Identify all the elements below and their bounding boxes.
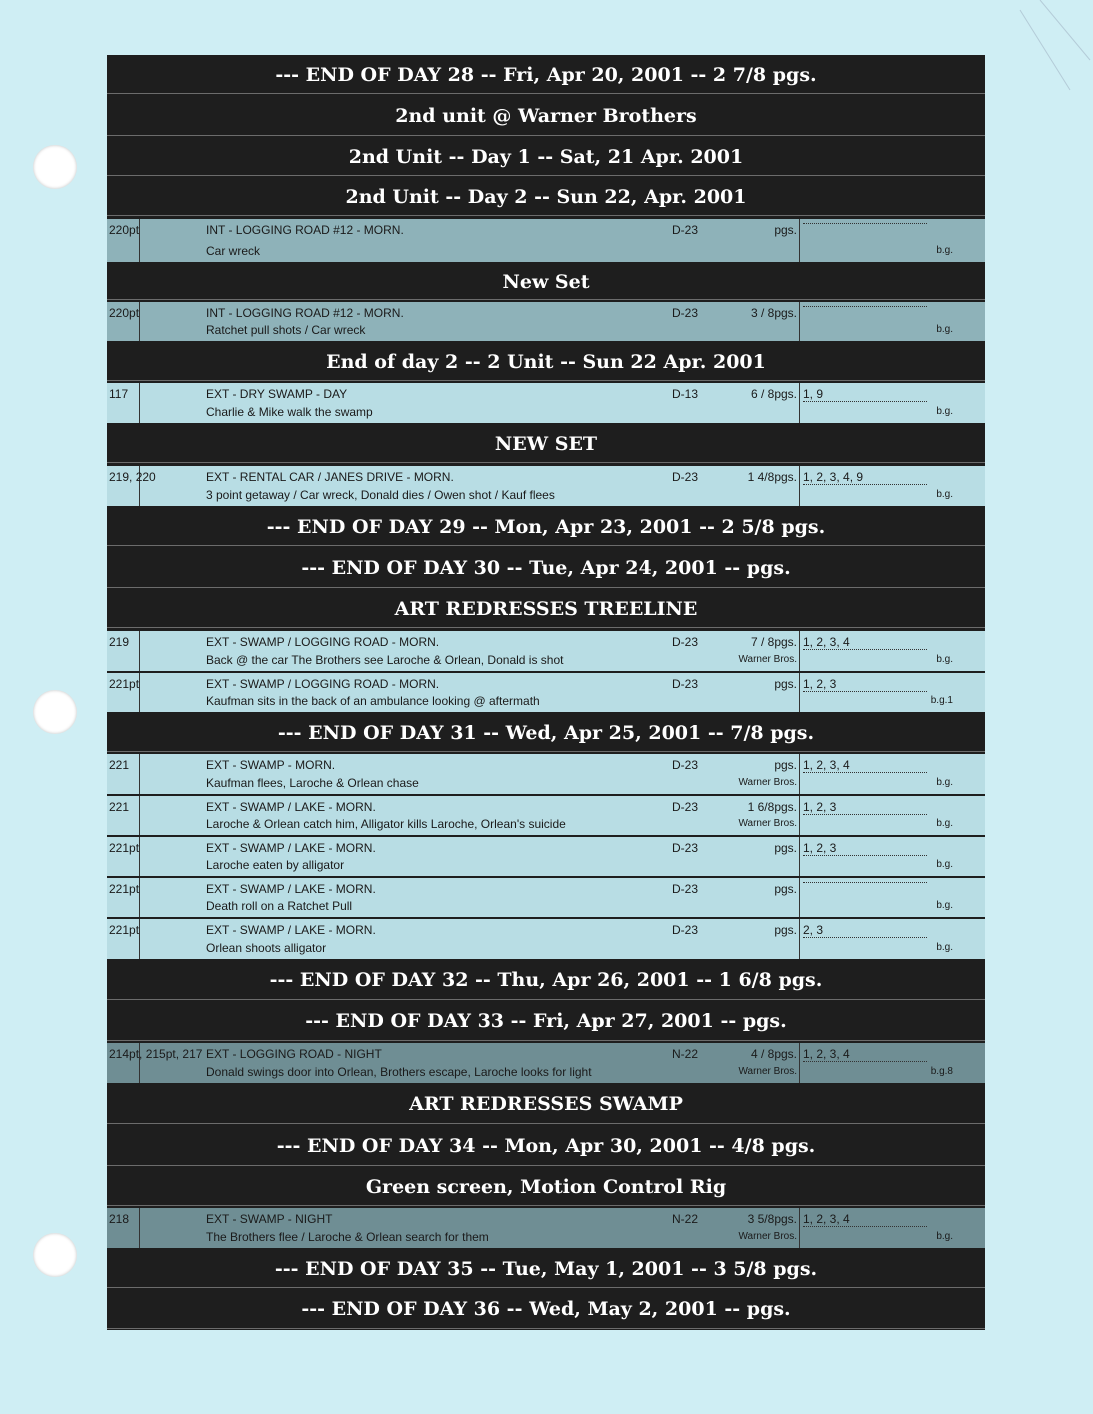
scene-number: 214pt, 215pt, 217 [109,1047,203,1061]
schedule-banner: End of day 2 -- 2 Unit -- Sun 22 Apr. 2001 [107,342,985,382]
scene-description: Kaufman flees, Laroche & Orlean chase [206,776,419,790]
background-code: b.g. [936,777,953,788]
scene-heading: EXT - LOGGING ROAD - NIGHT [206,1047,382,1061]
binder-hole-bottom [33,1233,77,1277]
scene-number: 221 [109,758,130,772]
page-count: 7 / 8pgs. [750,635,797,649]
scene-number: 220pt [109,306,140,320]
scene-description: Death roll on a Ratchet Pull [206,899,353,913]
strip-divider [799,631,800,671]
schedule-banner: --- END OF DAY 30 -- Tue, Apr 24, 2001 -- pgs. [107,547,985,589]
schedule-banner: --- END OF DAY 34 -- Mon, Apr 30, 2001 -- 4/8 pgs. [107,1125,985,1167]
cast-ids: 1, 2, 3, 4, 9 [803,470,927,485]
page-count: pgs. [774,882,797,896]
background-code: b.g. [936,1231,953,1242]
scene-heading: EXT - RENTAL CAR / JANES DRIVE - MORN. [206,470,454,484]
strip-divider [799,754,800,794]
background-code: b.g.8 [930,1066,953,1077]
page-count: pgs. [774,923,797,937]
scene-strip [107,219,985,262]
page-count: pgs. [774,677,797,691]
scene-strip [107,466,985,506]
strip-divider [799,837,800,876]
scene-heading: EXT - SWAMP / LAKE - MORN. [206,923,376,937]
day-night-code: D-23 [672,677,699,691]
strip-divider [799,796,800,835]
background-code: b.g. [936,818,953,829]
schedule-banner: Green screen, Motion Control Rig [107,1167,985,1207]
cast-ids: 1, 9 [803,387,927,402]
scene-description: 3 point getaway / Car wreck, Donald dies / Owen shot / Kauf flees [206,488,555,502]
scene-heading: EXT - SWAMP / LAKE - MORN. [206,841,376,855]
page-count: 3 5/8pgs. [747,1212,797,1226]
schedule-banner: 2nd Unit -- Day 2 -- Sun 22, Apr. 2001 [107,177,985,217]
scene-number: 219 [109,635,130,649]
page-count: pgs. [774,758,797,772]
schedule-banner: --- END OF DAY 28 -- Fri, Apr 20, 2001 -- 2 7/8 pgs. [107,55,985,95]
scene-strip [107,1208,985,1248]
cast-ids: 1, 2, 3 [803,800,927,815]
scan-corner-mark [1000,0,1093,120]
cast-ids: 1, 2, 3, 4 [803,1047,927,1062]
page-count: 6 / 8pgs. [750,387,797,401]
scene-strip [107,878,985,917]
background-code: b.g. [936,489,953,500]
day-night-code: D-23 [672,882,699,896]
scene-heading: EXT - DRY SWAMP - DAY [206,387,348,401]
schedule-banner: --- END OF DAY 32 -- Thu, Apr 26, 2001 -- 1 6/8 pgs. [107,960,985,1001]
schedule-banner: New Set [107,263,985,301]
scene-number: 221pt [109,841,140,855]
location-note: Warner Bros. [738,777,797,788]
scene-heading: INT - LOGGING ROAD #12 - MORN. [206,306,404,320]
background-code: b.g. [936,900,953,911]
scene-strip [107,302,985,341]
strip-divider [799,673,800,712]
page-count: 4 / 8pgs. [750,1047,797,1061]
scene-strip [107,754,985,794]
page-count: 1 4/8pgs. [747,470,797,484]
schedule-banner: NEW SET [107,424,985,464]
scene-heading: EXT - SWAMP / LAKE - MORN. [206,800,376,814]
day-night-code: D-23 [672,635,699,649]
cast-ids [803,223,927,224]
background-code: b.g. [936,859,953,870]
scene-heading: EXT - SWAMP - MORN. [206,758,336,772]
background-code: b.g. [936,654,953,665]
scene-heading: EXT - SWAMP / LOGGING ROAD - MORN. [206,635,440,649]
cast-ids: 2, 3 [803,923,927,938]
location-note: Warner Bros. [738,654,797,665]
scene-heading: EXT - SWAMP - NIGHT [206,1212,333,1226]
scene-description: Laroche & Orlean catch him, Alligator kills Laroche, Orlean's suicide [206,817,566,831]
scene-heading: EXT - SWAMP / LAKE - MORN. [206,882,376,896]
binder-hole-middle [33,690,77,734]
scene-strip [107,631,985,671]
schedule-banner: --- END OF DAY 33 -- Fri, Apr 27, 2001 -- pgs. [107,1001,985,1042]
page-count: pgs. [774,841,797,855]
scene-strip [107,673,985,712]
scene-strip [107,383,985,423]
cast-ids [803,882,927,883]
background-code: b.g. [936,406,953,417]
strip-divider [799,466,800,506]
location-note: Warner Bros. [738,1066,797,1077]
page-count: pgs. [774,223,797,237]
scene-number: 221pt [109,923,140,937]
strip-divider [799,878,800,917]
page-count: 3 / 8pgs. [750,306,797,320]
strip-divider [799,919,800,959]
schedule-banner: --- END OF DAY 36 -- Wed, May 2, 2001 -- pgs. [107,1289,985,1330]
day-night-code: N-22 [672,1212,699,1226]
scene-strip [107,796,985,835]
strip-divider [799,1043,800,1083]
scene-strip [107,837,985,876]
scene-description: Back @ the car The Brothers see Laroche & Orlean, Donald is shot [206,653,564,667]
strip-divider [799,302,800,341]
scene-description: Orlean shoots alligator [206,941,327,955]
cast-ids: 1, 2, 3 [803,841,927,856]
background-code: b.g. [936,324,953,335]
location-note: Warner Bros. [738,818,797,829]
background-code: b.g.1 [930,695,953,706]
strip-divider [799,1208,800,1248]
schedule-banner: --- END OF DAY 35 -- Tue, May 1, 2001 -- 3 5/8 pgs. [107,1249,985,1289]
strip-divider [799,219,800,262]
scene-description: Charlie & Mike walk the swamp [206,405,373,419]
day-night-code: D-23 [672,841,699,855]
scene-description: Ratchet pull shots / Car wreck [206,323,366,337]
schedule-banner: ART REDRESSES TREELINE [107,589,985,629]
scene-number: 117 [109,387,129,401]
scene-heading: INT - LOGGING ROAD #12 - MORN. [206,223,404,237]
day-night-code: D-23 [672,470,699,484]
location-note: Warner Bros. [738,1231,797,1242]
scene-description: The Brothers flee / Laroche & Orlean search for them [206,1230,489,1244]
binder-hole-top [33,145,77,189]
scene-description: Donald swings door into Orlean, Brothers escape, Laroche looks for light [206,1065,592,1079]
schedule-banner: --- END OF DAY 31 -- Wed, Apr 25, 2001 -- 7/8 pgs. [107,713,985,753]
cast-ids [803,306,927,307]
cast-ids: 1, 2, 3, 4 [803,635,927,650]
schedule-banner: 2nd unit @ Warner Brothers [107,95,985,137]
day-night-code: D-13 [672,387,699,401]
scene-strip [107,1043,985,1083]
scene-description: Laroche eaten by alligator [206,858,345,872]
day-night-code: D-23 [672,306,699,320]
scene-strip [107,919,985,959]
day-night-code: D-23 [672,800,699,814]
scene-number: 219, 220 [109,470,156,484]
day-night-code: N-22 [672,1047,699,1061]
scene-description: Kaufman sits in the back of an ambulance looking @ aftermath [206,694,540,708]
schedule-banner: --- END OF DAY 29 -- Mon, Apr 23, 2001 -- 2 5/8 pgs. [107,507,985,547]
background-code: b.g. [936,942,953,953]
scene-number: 221pt [109,677,140,691]
schedule-banner: 2nd Unit -- Day 1 -- Sat, 21 Apr. 2001 [107,137,985,177]
scene-number: 218 [109,1212,130,1226]
strip-board-sheet [107,55,985,1330]
day-night-code: D-23 [672,223,699,237]
scene-number: 220pt [109,223,140,237]
strip-divider [799,383,800,423]
day-night-code: D-23 [672,758,699,772]
schedule-banner: ART REDRESSES SWAMP [107,1084,985,1125]
page-count: 1 6/8pgs. [747,800,797,814]
scene-heading: EXT - SWAMP / LOGGING ROAD - MORN. [206,677,440,691]
scene-number: 221pt [109,882,140,896]
background-code: b.g. [936,245,953,256]
cast-ids: 1, 2, 3 [803,677,927,692]
scene-number: 221 [109,800,130,814]
scene-description: Car wreck [206,244,261,258]
day-night-code: D-23 [672,923,699,937]
cast-ids: 1, 2, 3, 4 [803,1212,927,1227]
cast-ids: 1, 2, 3, 4 [803,758,927,773]
